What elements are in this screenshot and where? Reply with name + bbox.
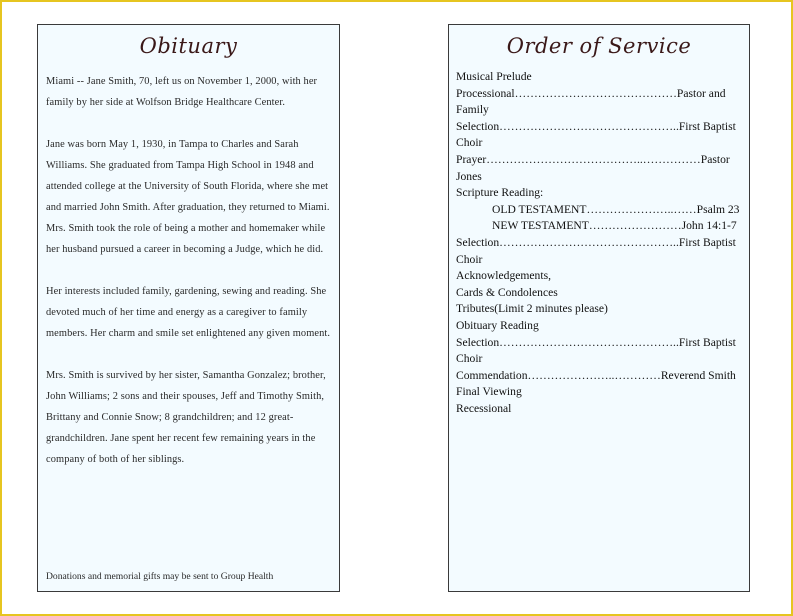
- obituary-footer: Donations and memorial gifts may be sent to Group Health: [46, 571, 274, 582]
- order-of-service-panel: [448, 24, 750, 592]
- service-item: Selection………………………………………..First Baptist Choir: [456, 235, 736, 266]
- obituary-paragraph: Miami -- Jane Smith, 70, left us on November 1, 2000, with her family by her side at Wolfson Bridge Healthcare Center.: [46, 76, 318, 108]
- service-item: Recessional: [456, 401, 512, 415]
- obituary-paragraph: Mrs. Smith is survived by her sister, Samantha Gonzalez; brother, John Williams; 2 sons and their spouses, Jeff and Timothy Smith, Brittany and Connie Snow; 8 grandchildren; and 12 great-grandchildren. Jane spent her recent few remaining years in the company of both of her siblings.: [46, 370, 326, 465]
- service-item: OLD TESTAMENT…………………..……Psalm 23: [492, 202, 740, 216]
- service-item: Cards & Condolences: [456, 285, 558, 299]
- obituary-paragraph: Jane was born May 1, 1930, in Tampa to Charles and Sarah Williams. She graduated from Tampa High School in 1948 and attended college at the University of South Florida, where she met and married John Smith. After graduation, they returned to Miami. Mrs. Smith took the role of being a mother and homemaker while her husband pursued a career in becoming a Judge, which he did.: [46, 139, 330, 255]
- service-item: NEW TESTAMENT……………………John 14:1-7: [492, 219, 737, 233]
- obituary-panel: [37, 24, 340, 592]
- service-item: Tributes(Limit 2 minutes please): [456, 302, 608, 316]
- service-item: Commendation…………………..…………Reverend Smith: [456, 368, 736, 382]
- obituary-paragraph: Her interests included family, gardening, sewing and reading. She devoted much of her time and energy as a caregiver to family members. Her charm and smile set enlightened any given moment.: [46, 286, 331, 339]
- service-item: Scripture Reading:: [456, 186, 544, 200]
- service-item: Selection………………………………………..First Baptist Choir: [456, 335, 736, 366]
- service-item: Final Viewing: [456, 385, 522, 399]
- service-item: Processional……………………………………Pastor and Family: [456, 86, 726, 117]
- service-title: Order of Service: [506, 34, 692, 58]
- service-item: Obituary Reading: [456, 318, 539, 332]
- service-item: Selection………………………………………..First Baptist Choir: [456, 119, 736, 150]
- service-item: Prayer…………………………………..……………Pastor Jones: [456, 152, 730, 183]
- obituary-title: Obituary: [139, 34, 238, 58]
- service-item: Acknowledgements,: [456, 269, 551, 283]
- service-list: [456, 69, 742, 417]
- service-item: Musical Prelude: [456, 70, 532, 83]
- obituary-body: [46, 71, 334, 491]
